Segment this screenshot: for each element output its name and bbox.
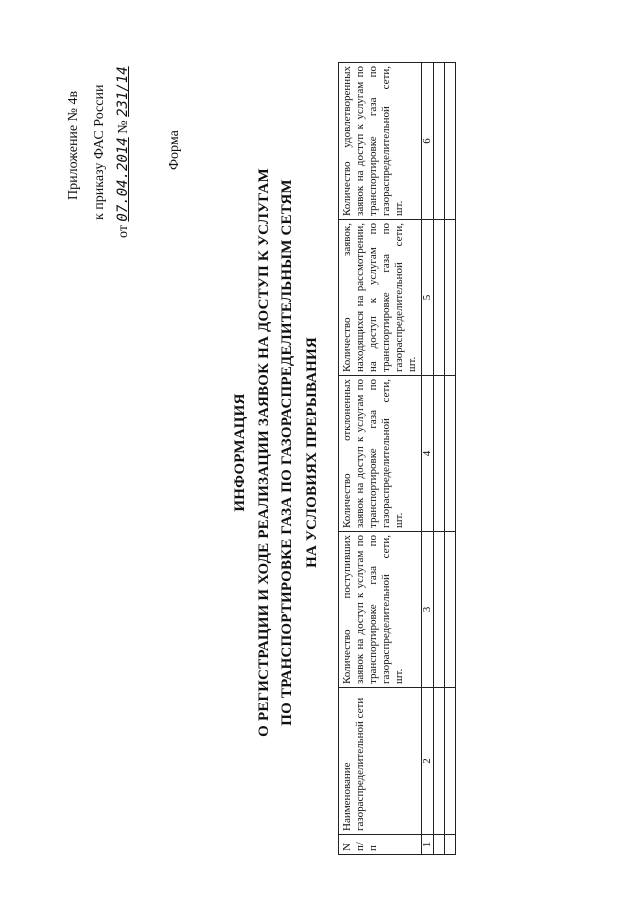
order-reference: к приказу ФАС России bbox=[92, 84, 107, 220]
table-cell[interactable] bbox=[434, 532, 445, 688]
table-cell[interactable] bbox=[434, 835, 445, 855]
form-label: Форма bbox=[167, 130, 182, 170]
table-numbering-row bbox=[422, 63, 434, 855]
order-date-line bbox=[115, 66, 132, 238]
table-cell[interactable] bbox=[445, 220, 456, 376]
table-cell[interactable] bbox=[445, 835, 456, 855]
table-cell[interactable] bbox=[434, 220, 445, 376]
appendix-label: Приложение № 4в bbox=[66, 90, 81, 200]
order-number: 231/14 bbox=[115, 66, 131, 117]
column-number-2: 2 bbox=[422, 688, 434, 835]
header-cell-satisfied: Количество удовлетворенных заявок на доступ к услугам по транспортировке газа по газораспределительной сети, шт. bbox=[339, 63, 422, 220]
table-row bbox=[434, 63, 445, 855]
table-cell[interactable] bbox=[445, 63, 456, 220]
order-date: 07.04.2014 bbox=[115, 137, 131, 222]
doc-title: ИНФОРМАЦИЯ bbox=[232, 393, 248, 512]
table-cell[interactable] bbox=[434, 688, 445, 835]
number-prefix: № bbox=[116, 120, 131, 134]
table-row bbox=[445, 63, 456, 855]
table-cell[interactable] bbox=[445, 532, 456, 688]
column-number-1: 1 bbox=[422, 835, 434, 855]
header-cell-received: Количество поступивших заявок на доступ к услугам по транспортировке газа по газораспределительной сети, шт. bbox=[339, 532, 422, 688]
header-cell-number: N п/п bbox=[339, 835, 422, 855]
column-number-6: 6 bbox=[422, 63, 434, 220]
doc-title-line-4: НА УСЛОВИЯХ ПРЕРЫВАНИЯ bbox=[304, 337, 320, 568]
doc-title-line-3: ПО ТРАНСПОРТИРОВКЕ ГАЗА ПО ГАЗОРАСПРЕДЕЛИТЕЛЬНЫМ СЕТЯМ bbox=[279, 179, 295, 726]
doc-title-line-2: О РЕГИСТРАЦИИ И ХОДЕ РЕАЛИЗАЦИИ ЗАЯВОК НА ДОСТУП К УСЛУГАМ bbox=[256, 168, 272, 737]
column-number-5: 5 bbox=[422, 220, 434, 376]
from-prefix: от bbox=[116, 225, 131, 238]
table-cell[interactable] bbox=[434, 376, 445, 532]
column-number-3: 3 bbox=[422, 532, 434, 688]
table-cell[interactable] bbox=[434, 63, 445, 220]
table-cell[interactable] bbox=[445, 688, 456, 835]
header-cell-pending: Количество заявок, находящихся на рассмотрении, на доступ к услугам по транспортировке газа по газораспределительной сети, шт. bbox=[339, 220, 422, 376]
table-cell[interactable] bbox=[445, 376, 456, 532]
column-number-4: 4 bbox=[422, 376, 434, 532]
table-header-row bbox=[339, 63, 422, 855]
requests-table bbox=[338, 62, 456, 855]
header-cell-network-name: Наименование газораспределительной сети bbox=[339, 688, 422, 835]
header-cell-rejected: Количество отклоненных заявок на доступ к услугам по транспортировке газа по газораспределительной сети, шт. bbox=[339, 376, 422, 532]
